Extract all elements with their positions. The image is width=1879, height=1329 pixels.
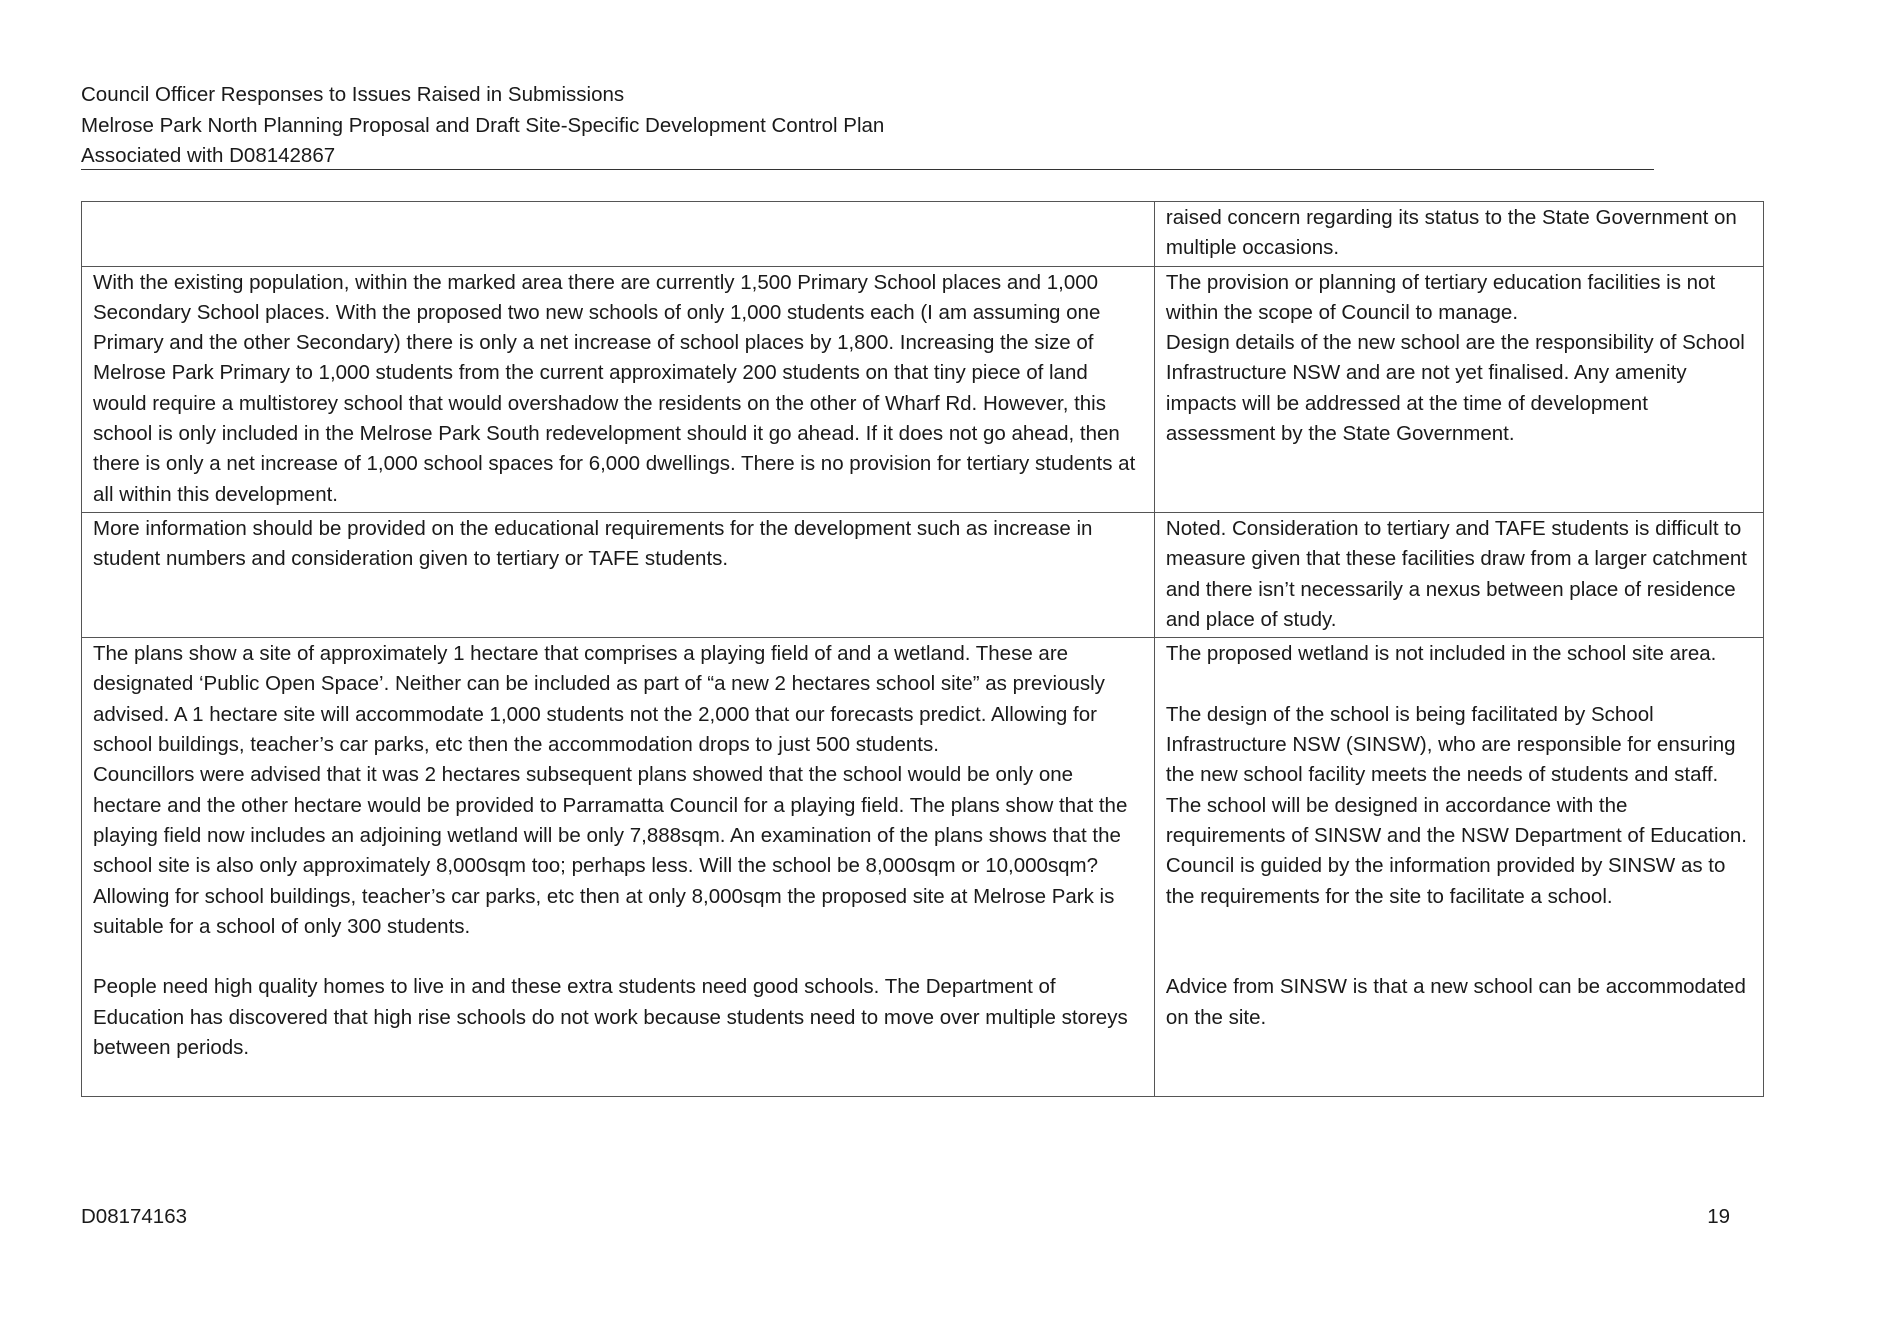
response-cell	[1154, 202, 1763, 267]
paragraph-spacer	[93, 942, 1143, 972]
response-cell	[1154, 512, 1763, 637]
issue-text: The plans show a site of approximately 1 hectare that comprises a playing field of and a wetland. These are designated ‘Public Open Space’. Neither can be included as part of “a new 2 hectares school site” as previously advised. A 1 hectare site will accommodate 1,000 students not the 2,000 that our forecasts predict. Allowing for school buildings, teacher’s car parks, etc then the accommodation drops to just 500 students.	[93, 642, 1105, 757]
submissions-table	[81, 201, 1764, 1097]
header-divider	[81, 169, 1654, 170]
paragraph-spacer	[1166, 942, 1752, 972]
issue-text: Allowing for school buildings, teacher’s car parks, etc then at only 8,000sqm the proposed site at Melrose Park is suitable for a school of only 300 students.	[93, 884, 1115, 938]
response-cell	[1154, 266, 1763, 512]
issue-cell	[82, 202, 1155, 267]
table-row	[82, 202, 1764, 267]
response-text: The design of the school is being facilitated by School Infrastructure NSW (SINSW), who are responsible for ensuring the new school facility meets the needs of students and staff. The school will be designed in accordance with the requirements of SINSW and the NSW Department of Education. Council is guided by the information provided by SINSW as to the requirements for the site to facilitate a school.	[1165, 702, 1748, 908]
response-text: The provision or planning of tertiary education facilities is not within the scope of Council to manage.	[1165, 270, 1716, 324]
issue-cell	[82, 638, 1155, 1096]
issue-text: More information should be provided on the educational requirements for the development such as increase in student numbers and consideration given to tertiary or TAFE students.	[93, 516, 1093, 571]
table-body	[82, 202, 1764, 1097]
issue-text: With the existing population, within the marked area there are currently 1,500 Primary School places and 1,000 Secondary School places. With the proposed two new schools of only 1,000 students each (I am assuming one Primary and the other Secondary) there is only a net increase of school places by 1,800. Increasing the size of Melrose Park Primary to 1,000 students from the current approximately 200 students on that tiny piece of land would require a multistorey school that would overshadow the residents on the other of Wharf Rd. However, this school is only included in the Melrose Park South redevelopment should it go ahead. If it does not go ahead, then there is only a net increase of 1,000 school spaces for 6,000 dwellings. There is no provision for tertiary students at all within this development.	[93, 270, 1136, 506]
response-text: Advice from SINSW is that a new school can be accommodated on the site.	[1165, 975, 1746, 1029]
response-text: Noted. Consideration to tertiary and TAFE students is difficult to measure given that these facilities draw from a larger catchment and there isn’t necessarily a nexus between place of residence and place of study.	[1165, 516, 1748, 631]
response-cell	[1154, 638, 1763, 1096]
table-row	[82, 638, 1764, 1096]
table-row	[82, 512, 1764, 637]
paragraph-spacer	[1166, 669, 1752, 699]
issue-text: Councillors were advised that it was 2 hectares subsequent plans showed that the school would be only one hectare and the other hectare would be provided to Parramatta Council for a playing field. The plans show that the playing field now includes an adjoining wetland will be only 7,888sqm. An examination of the plans shows that the school site is also only approximately 8,000sqm too; perhaps less. Will the school be 8,000sqm or 10,000sqm?	[93, 763, 1128, 878]
response-text: raised concern regarding its status to the State Government on multiple occasions.	[1165, 206, 1737, 260]
document-id: D08174163	[81, 1205, 188, 1228]
paragraph-spacer	[93, 1063, 1143, 1093]
issue-cell	[82, 512, 1155, 637]
document-header	[81, 80, 1651, 172]
issue-cell	[82, 266, 1155, 512]
header-subtitle: Melrose Park North Planning Proposal and Draft Site-Specific Development Control Plan	[81, 113, 885, 137]
issue-text: People need high quality homes to live in and these extra students need good schools. The Department of Education has discovered that high rise schools do not work because students need to move over multiple storeys between periods.	[93, 975, 1128, 1060]
response-text: Design details of the new school are the responsibility of School Infrastructure NSW and are not yet finalised. Any amenity impacts will be addressed at the time of development assessment by the State Government.	[1165, 331, 1745, 446]
header-title: Council Officer Responses to Issues Raised in Submissions	[81, 83, 625, 106]
paragraph-spacer	[1166, 912, 1752, 942]
submissions-table-grid	[81, 201, 1764, 1097]
header-reference: Associated with D08142867	[81, 144, 336, 167]
response-text: The proposed wetland is not included in the school site area.	[1165, 642, 1717, 666]
table-row	[82, 266, 1764, 512]
page-number: 19	[1707, 1205, 1730, 1228]
